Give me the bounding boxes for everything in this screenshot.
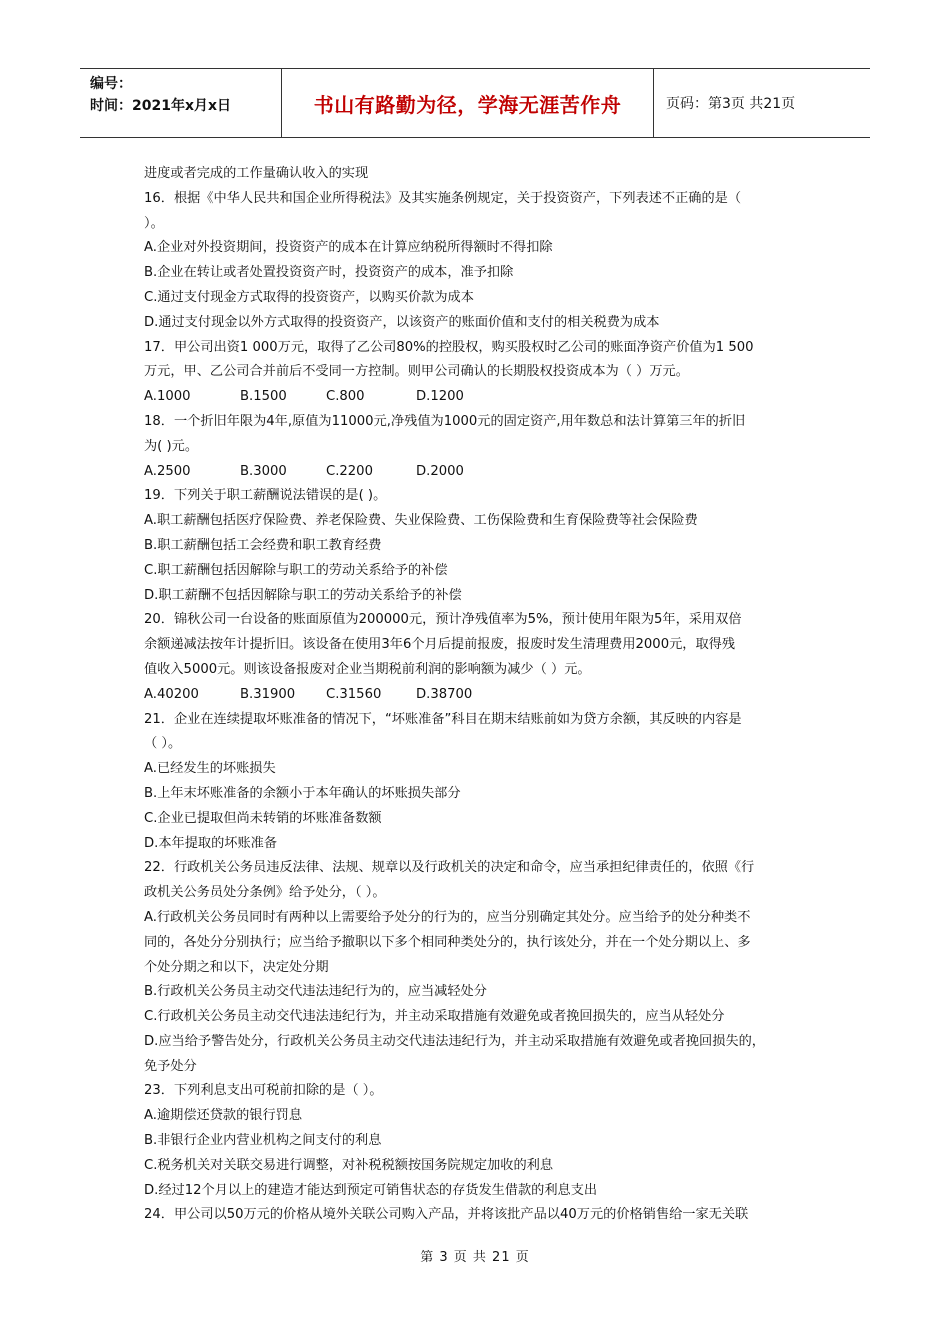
text-line: D.通过支付现金以外方式取得的投资资产，以该资产的账面价值和支付的相关税费为成本: [144, 314, 660, 330]
text-line: A.逾期偿还贷款的银行罚息: [144, 1108, 303, 1124]
text-line: B.行政机关公务员主动交代违法违纪行为的，应当减轻处分: [144, 984, 487, 1000]
text-line: D.职工薪酬不包括因解除与职工的劳动关系给予的补偿: [144, 587, 462, 603]
header-left-cell: [80, 69, 282, 137]
text-line: 为( )元。: [144, 438, 199, 454]
text-line: A.企业对外投资期间，投资资产的成本在计算应纳税所得额时不得扣除: [144, 240, 553, 256]
option-item: B.3000: [240, 463, 287, 479]
option-item: C.31560: [326, 686, 382, 702]
text-line: 政机关公务员处分条例》给予处分，（ ）。: [144, 885, 386, 901]
options-row: [144, 683, 812, 708]
option-item: C.800: [326, 389, 365, 405]
text-line: A.已经发生的坏账损失: [144, 761, 276, 777]
text-line: B.职工薪酬包括工会经费和职工教育经费: [144, 537, 382, 553]
text-line: ）。: [144, 215, 164, 231]
option-item: D.2000: [416, 463, 464, 479]
page-info: 页码：第3页 共21页: [666, 96, 796, 112]
text-line: 余额递减法按年计提折旧。该设备在使用3年6个月后提前报废，报废时发生清理费用2000元，取得残: [144, 637, 736, 653]
text-line: 17．甲公司出资1 000万元，取得了乙公司80%的控股权，购买股权时乙公司的账面净资产价值为1 500: [144, 339, 754, 355]
text-line: 16．根据《中华人民共和国企业所得税法》及其实施条例规定，关于投资资产，下列表述不正确的是（: [144, 190, 742, 206]
text-line: 18．一个折旧年限为4年,原值为11000元,净残值为1000元的固定资产,用年数总和法计算第三年的折旧: [144, 413, 746, 429]
header-page-cell: [654, 69, 870, 137]
text-line: 20．锦秋公司一台设备的账面原值为200000元，预计净残值率为5%，预计使用年限为5年，采用双倍: [144, 612, 742, 628]
option-item: D.38700: [416, 686, 473, 702]
number-label: 编号：: [90, 76, 132, 92]
page-header: [80, 68, 870, 138]
text-line: C.通过支付现金方式取得的投资资产，以购买价款为成本: [144, 289, 474, 305]
text-line: 19．下列关于职工薪酬说法错误的是( )。: [144, 488, 387, 504]
option-item: B.31900: [240, 686, 296, 702]
text-line: D.经过12个月以上的建造才能达到预定可销售状态的存货发生借款的利息支出: [144, 1182, 598, 1198]
text-line: B.企业在转让或者处置投资资产时，投资资产的成本，准予扣除: [144, 265, 514, 281]
text-line: C.企业已提取但尚未转销的坏账准备数额: [144, 810, 382, 826]
text-line: 24．甲公司以50万元的价格从境外关联公司购入产品，并将该批产品以40万元的价格销售给一家无关联: [144, 1207, 749, 1223]
motto-text: 书山有路勤为径，学海无涯苦作舟: [313, 92, 622, 117]
document-body: [144, 162, 812, 1228]
text-line: 同的，各处分分别执行；应当给予撤职以下多个相同种类处分的，执行该处分，并在一个处分期以上、多: [144, 934, 751, 950]
option-item: B.1500: [240, 389, 287, 405]
text-line: 免予处分: [144, 1058, 197, 1074]
option-item: C.2200: [326, 463, 373, 479]
header-motto-cell: [282, 69, 654, 137]
text-line: B.上年末坏账准备的余额小于本年确认的坏账损失部分: [144, 785, 461, 801]
text-line: 22．行政机关公务员违反法律、法规、规章以及行政机关的决定和命令，应当承担纪律责任的，依照《行: [144, 860, 755, 876]
text-line: 个处分期之和以下，决定处分期: [144, 959, 329, 975]
text-line: C.税务机关对关联交易进行调整，对补税税额按国务院规定加收的利息: [144, 1157, 554, 1173]
text-line: A.职工薪酬包括医疗保险费、养老保险费、失业保险费、工伤保险费和生育保险费等社会保险费: [144, 513, 698, 529]
date-label: 时间：2021年x月x日: [90, 98, 232, 114]
text-line: （ ）。: [144, 736, 182, 752]
option-item: A.40200: [144, 686, 199, 702]
page-footer: 第 3 页 共 21 页: [420, 1250, 530, 1265]
text-line: B.非银行企业内营业机构之间支付的利息: [144, 1133, 382, 1149]
options-row: [144, 460, 812, 485]
text-line: D.应当给予警告处分，行政机关公务员主动交代违法违纪行为，并主动采取措施有效避免或者挽回损失的，: [144, 1033, 765, 1049]
text-line: 值收入5000元。则该设备报废对企业当期税前利润的影响额为减少（ ）元。: [144, 661, 591, 677]
text-line: C.行政机关公务员主动交代违法违纪行为，并主动采取措施有效避免或者挽回损失的，应当从轻处分: [144, 1009, 725, 1025]
text-line: 23．下列利息支出可税前扣除的是（ ）。: [144, 1083, 383, 1099]
text-line: 21．企业在连续提取坏账准备的情况下，“坏账准备”科目在期末结账前如为贷方余额，其反映的内容是: [144, 711, 742, 727]
text-line: D.本年提取的坏账准备: [144, 835, 278, 851]
option-item: A.2500: [144, 463, 191, 479]
text-line: 万元，甲、乙公司合并前后不受同一方控制。则甲公司确认的长期股权投资成本为（ ）万元。: [144, 364, 689, 380]
text-line: 进度或者完成的工作量确认收入的实现: [144, 166, 369, 181]
text-line: A.行政机关公务员同时有两种以上需要给予处分的行为的，应当分别确定其处分。应当给予的处分种类不: [144, 909, 751, 925]
option-item: A.1000: [144, 389, 191, 405]
option-item: D.1200: [416, 389, 464, 405]
options-row: [144, 385, 812, 410]
text-line: C.职工薪酬包括因解除与职工的劳动关系给予的补偿: [144, 562, 448, 578]
